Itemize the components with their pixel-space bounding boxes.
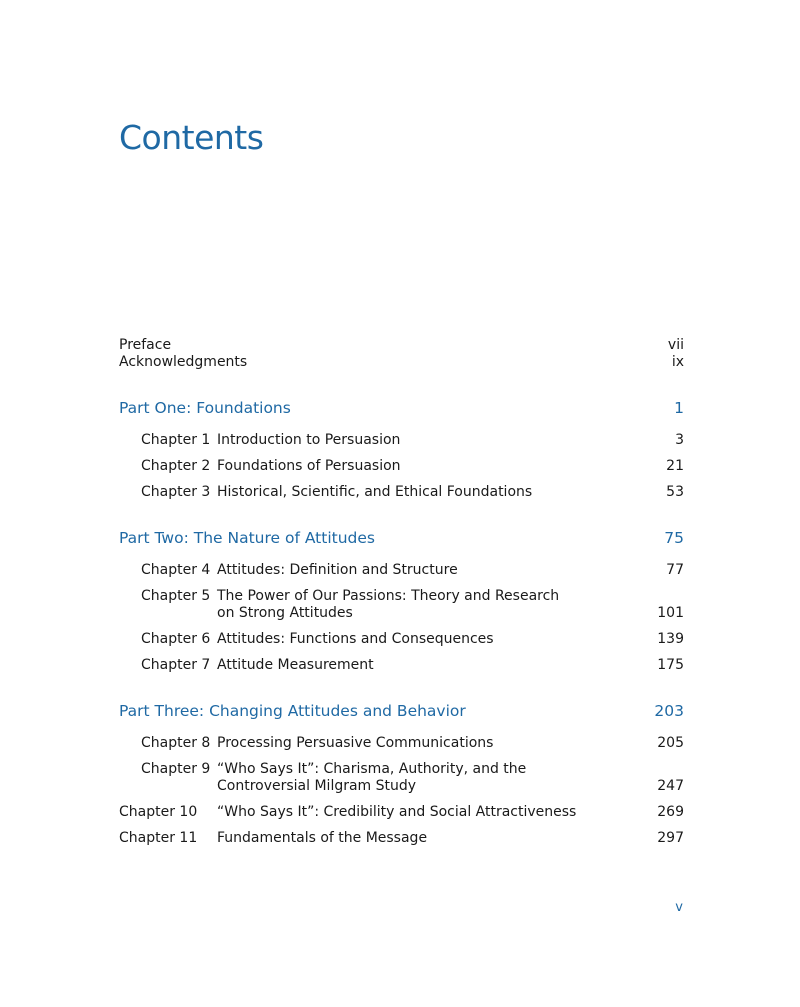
- toc-entry-chapter-7[interactable]: [119, 657, 684, 674]
- toc-entry-chapter-1[interactable]: [119, 432, 684, 449]
- chapter-label: Chapter 2: [141, 458, 211, 474]
- chapter-label: Chapter 8: [141, 735, 211, 751]
- front-matter: [119, 337, 684, 371]
- part-title: Part Two: The Nature of Attitudes: [119, 529, 375, 547]
- chapter-page: 3: [675, 432, 684, 448]
- chapter-title: Attitudes: Functions and Consequences: [217, 631, 494, 647]
- toc-entry-chapter-8[interactable]: [119, 735, 684, 752]
- chapter-label: Chapter 6: [141, 631, 211, 647]
- entry-page: ix: [671, 354, 684, 370]
- chapter-page: 139: [657, 631, 684, 647]
- chapter-label: Chapter 11: [119, 830, 198, 846]
- chapter-label: Chapter 9: [141, 761, 211, 777]
- chapter-page: 175: [657, 657, 684, 673]
- entry-page: vii: [667, 337, 684, 353]
- part-title: Part Three: Changing Attitudes and Behavior: [119, 702, 466, 720]
- toc-entry-chapter-4[interactable]: [119, 562, 684, 579]
- chapter-page: 21: [666, 458, 684, 474]
- toc-entry-chapter-6[interactable]: [119, 631, 684, 648]
- part-page: 75: [664, 529, 684, 547]
- part-title: Part One: Foundations: [119, 399, 291, 417]
- chapter-label: Chapter 4: [141, 562, 211, 578]
- part-heading-one[interactable]: [119, 398, 684, 418]
- chapter-page: 205: [657, 735, 684, 751]
- chapter-title: Processing Persuasive Communications: [217, 735, 494, 751]
- table-of-contents: [119, 337, 684, 856]
- chapter-title: Introduction to Persuasion: [217, 432, 401, 448]
- chapter-title-line-1: The Power of Our Passions: Theory and Research: [217, 588, 560, 604]
- chapter-page: 269: [657, 804, 684, 820]
- chapter-label: Chapter 5: [141, 588, 211, 604]
- part-page: 203: [654, 702, 684, 720]
- toc-entry-preface[interactable]: [119, 337, 684, 354]
- chapter-title: Fundamentals of the Message: [217, 830, 428, 846]
- chapter-title-line-2: on Strong Attitudes: [217, 605, 353, 621]
- chapter-label: Chapter 10: [119, 804, 198, 820]
- chapter-page: 247: [657, 778, 684, 794]
- entry-title: Preface: [119, 337, 172, 353]
- chapter-title: “Who Says It”: Credibility and Social Attractiveness: [217, 804, 577, 820]
- page-title: Contents: [119, 118, 264, 157]
- toc-entry-chapter-9[interactable]: [119, 761, 684, 795]
- chapter-title-line-2: Controversial Milgram Study: [217, 778, 417, 794]
- part-heading-two[interactable]: [119, 528, 684, 548]
- chapter-title: [217, 588, 624, 622]
- chapter-title-line-1: “Who Says It”: Charisma, Authority, and the: [217, 761, 527, 777]
- chapter-label: Chapter 7: [141, 657, 211, 673]
- chapter-label: Chapter 1: [141, 432, 211, 448]
- chapter-title: Historical, Scientific, and Ethical Foundations: [217, 484, 533, 500]
- chapter-page: 53: [666, 484, 684, 500]
- toc-entry-chapter-5[interactable]: [119, 588, 684, 622]
- chapter-title: Attitudes: Definition and Structure: [217, 562, 458, 578]
- toc-entry-chapter-3[interactable]: [119, 484, 684, 501]
- toc-entry-acknowledgments[interactable]: [119, 354, 684, 371]
- entry-title: Acknowledgments: [119, 354, 248, 370]
- chapter-title: [217, 761, 624, 795]
- chapter-title: Attitude Measurement: [217, 657, 374, 673]
- chapter-page: 297: [657, 830, 684, 846]
- toc-entry-chapter-11[interactable]: [119, 830, 684, 847]
- toc-entry-chapter-2[interactable]: [119, 458, 684, 475]
- toc-entry-chapter-10[interactable]: [119, 804, 684, 821]
- chapter-title: Foundations of Persuasion: [217, 458, 401, 474]
- chapter-page: 101: [657, 605, 684, 621]
- page-number: v: [675, 900, 683, 915]
- part-page: 1: [674, 399, 684, 417]
- chapter-label: Chapter 3: [141, 484, 211, 500]
- chapter-page: 77: [666, 562, 684, 578]
- part-heading-three[interactable]: [119, 701, 684, 721]
